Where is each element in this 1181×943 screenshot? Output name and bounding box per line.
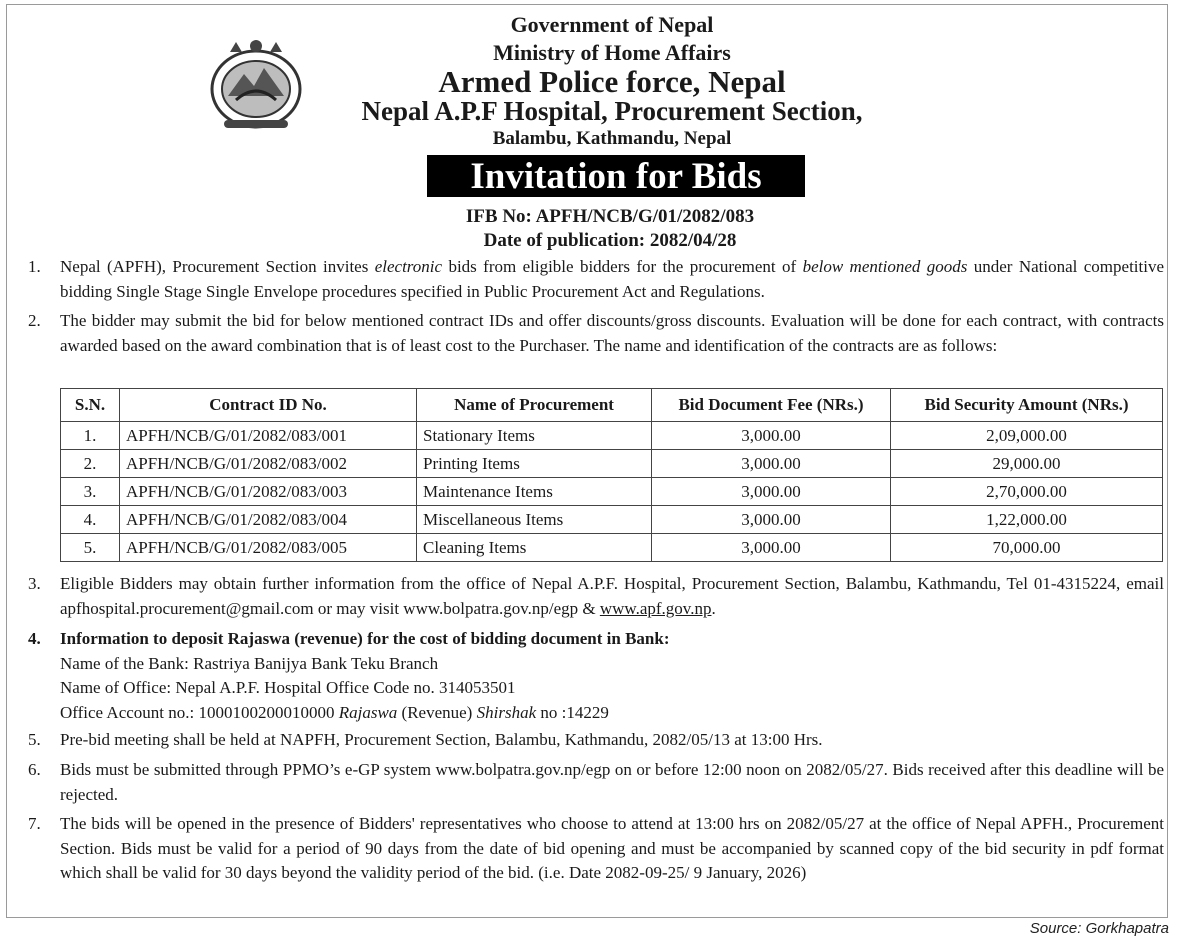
ifb-number: IFB No: APFH/NCB/G/01/2082/083: [465, 206, 755, 227]
item-title: Information to deposit Rajaswa (revenue) for the cost of bidding document in Bank:: [60, 629, 670, 648]
table-row: [61, 478, 1163, 506]
table-cell: 3,000.00: [652, 478, 891, 506]
item-number: 2.: [28, 311, 41, 330]
account-number: [60, 701, 1164, 726]
item-text: no :14229: [536, 702, 609, 722]
item-text: below mentioned goods: [802, 257, 968, 276]
item-text: Pre-bid meeting shall be held at NAPFH, Procurement Section, Balambu, Kathmandu, 2082/05/13 at 13:00 Hrs.: [60, 730, 823, 749]
header-hospital: Nepal A.P.F Hospital, Procurement Section,: [361, 96, 863, 126]
table-cell: Stationary Items: [417, 422, 652, 450]
item-text: The bidder may submit the bid for below mentioned contract IDs and offer discounts/gross discounts. Evaluation will be done for each contract, with contracts awarded based on the award combination that is of least cost to the Purchaser. The name and identification of the contracts are as follows:: [60, 311, 1164, 355]
table-cell: 70,000.00: [891, 534, 1163, 562]
table-cell: 3,000.00: [652, 422, 891, 450]
table-row: [61, 506, 1163, 534]
header-armed-police: Armed Police force, Nepal: [438, 64, 786, 99]
table-cell: APFH/NCB/G/01/2082/083/003: [120, 478, 417, 506]
item-number: 4.: [28, 629, 41, 648]
apf-website-link[interactable]: www.apf.gov.np: [599, 598, 712, 618]
column-header: S.N.: [61, 389, 120, 422]
item-number: 3.: [28, 574, 41, 593]
column-header: Bid Security Amount (NRs.): [891, 389, 1163, 422]
item-text: electronic: [374, 257, 443, 276]
source-credit: Source: Gorkhapatra: [1029, 920, 1169, 937]
column-header: Name of Procurement: [417, 389, 652, 422]
item-text: Shirshak: [476, 702, 537, 722]
item-2: [28, 309, 1164, 358]
table-cell: 2.: [61, 450, 120, 478]
table-cell: 2,09,000.00: [891, 422, 1163, 450]
table-cell: APFH/NCB/G/01/2082/083/002: [120, 450, 417, 478]
header-address: Balambu, Kathmandu, Nepal: [492, 128, 732, 149]
item-5: [28, 728, 1164, 753]
contracts-table: [60, 388, 1163, 562]
table-cell: Maintenance Items: [417, 478, 652, 506]
table-cell: 4.: [61, 506, 120, 534]
table-row: [61, 534, 1163, 562]
item-3: [28, 572, 1164, 621]
table-cell: APFH/NCB/G/01/2082/083/005: [120, 534, 417, 562]
item-number: 5.: [28, 730, 41, 749]
table-cell: 3,000.00: [652, 450, 891, 478]
item-text: Office Account no.: 1000100200010000: [60, 702, 339, 722]
item-text: Eligible Bidders may obtain further information from the office of Nepal A.P.F. Hospital, Procurement Section, Balambu, Kathmandu, Tel 01-4315224, email apfhospital.procurement@gmail.com or may visit www.bolpatra.gov.np/egp &: [60, 574, 1164, 618]
column-header: Contract ID No.: [120, 389, 417, 422]
item-number: 1.: [28, 257, 41, 276]
item-text: Bids must be submitted through PPMO’s e-GP system www.bolpatra.gov.np/egp on or before 12:00 noon on 2082/05/27. Bids received after this deadline will be rejected.: [60, 760, 1164, 804]
table-cell: Cleaning Items: [417, 534, 652, 562]
table-cell: 3.: [61, 478, 120, 506]
table-cell: 1.: [61, 422, 120, 450]
item-7: [28, 812, 1164, 886]
item-4: [28, 627, 1164, 725]
item-1: [28, 255, 1164, 304]
publication-date: Date of publication: 2082/04/28: [483, 230, 737, 251]
item-text: .: [711, 598, 716, 618]
table-cell: Printing Items: [417, 450, 652, 478]
item-text: (Revenue): [397, 702, 477, 722]
table-row: [61, 450, 1163, 478]
item-text: The bids will be opened in the presence of Bidders' representatives who choose to attend at 13:00 hrs on 2082/05/27 at the office of Nepal APFH., Procurement Section. Bids must be valid for a period of 90 days from the date of bid opening and must be accompanied by scanned copy of the bid security in pdf format which shall be valid for 30 days beyond the validity period of the bid. (i.e. Date 2082-09-25/ 9 January, 2026): [60, 814, 1164, 882]
table-cell: 5.: [61, 534, 120, 562]
office-name: Name of Office: Nepal A.P.F. Hospital Office Code no. 314053501: [60, 678, 516, 697]
item-text: under National competitive bidding Single Stage Single Envelope procedures specified in Public Procurement Act and Regulations.: [60, 257, 1165, 301]
table-cell: 2,70,000.00: [891, 478, 1163, 506]
item-text: Rajaswa: [338, 702, 398, 722]
table-cell: APFH/NCB/G/01/2082/083/001: [120, 422, 417, 450]
item-number: 6.: [28, 760, 41, 779]
table-cell: 1,22,000.00: [891, 506, 1163, 534]
item-6: [28, 758, 1164, 807]
invitation-banner: Invitation for Bids: [427, 155, 805, 197]
table-cell: APFH/NCB/G/01/2082/083/004: [120, 506, 417, 534]
header-government: Government of Nepal: [510, 12, 714, 37]
table-cell: Miscellaneous Items: [417, 506, 652, 534]
item-text: Nepal (APFH), Procurement Section invites: [60, 257, 375, 276]
table-header-row: [61, 389, 1163, 422]
item-number: 7.: [28, 814, 41, 833]
table-cell: 29,000.00: [891, 450, 1163, 478]
bank-name: Name of the Bank: Rastriya Banijya Bank Teku Branch: [60, 653, 439, 673]
column-header: Bid Document Fee (NRs.): [652, 389, 891, 422]
item-text: bids from eligible bidders for the procurement of: [442, 257, 803, 276]
table-row: [61, 422, 1163, 450]
table-cell: 3,000.00: [652, 534, 891, 562]
header-ministry: Ministry of Home Affairs: [493, 40, 731, 65]
table-cell: 3,000.00: [652, 506, 891, 534]
